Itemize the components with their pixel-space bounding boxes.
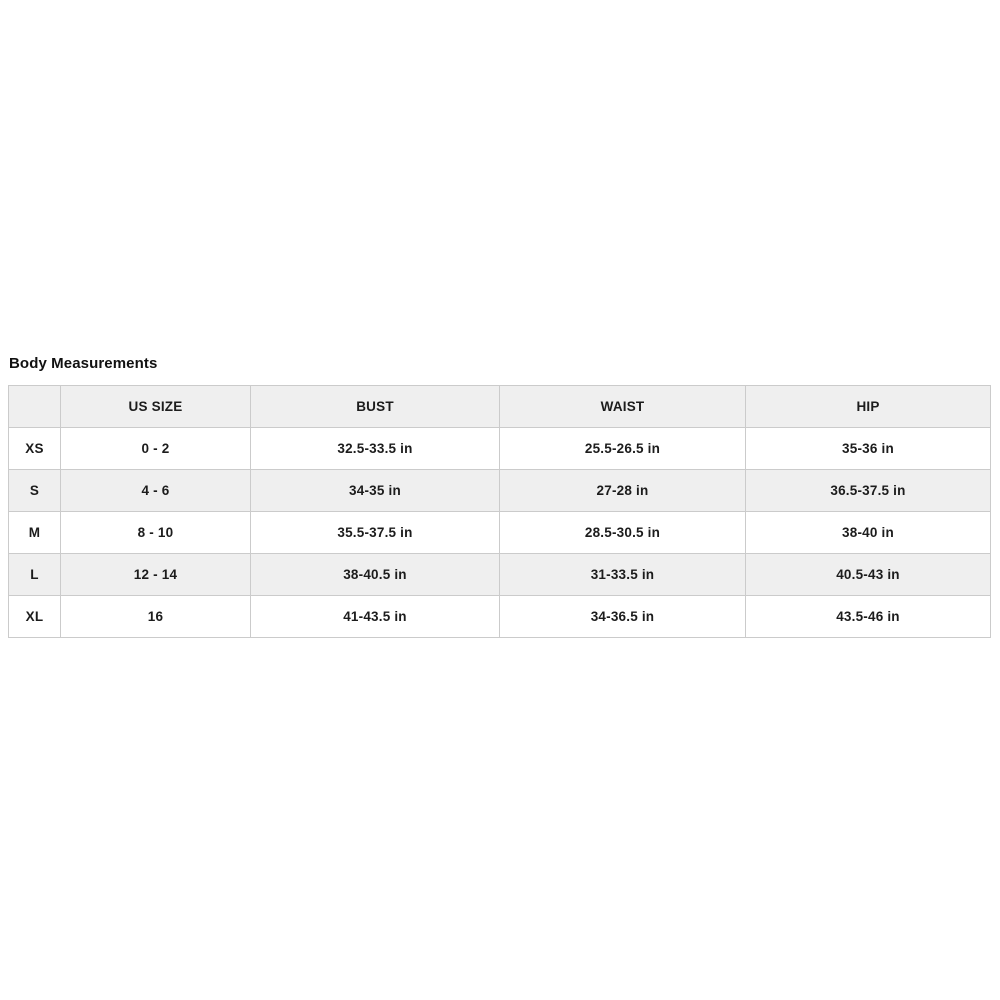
header-cell-blank: [9, 386, 61, 428]
header-cell-us-size: US SIZE: [61, 386, 251, 428]
cell-hip: 36.5-37.5 in: [746, 470, 991, 512]
cell-size-label: M: [9, 512, 61, 554]
cell-us-size: 16: [61, 596, 251, 638]
header-cell-hip: HIP: [746, 386, 991, 428]
cell-bust: 32.5-33.5 in: [251, 428, 500, 470]
cell-us-size: 12 - 14: [61, 554, 251, 596]
cell-bust: 41-43.5 in: [251, 596, 500, 638]
cell-hip: 38-40 in: [746, 512, 991, 554]
table-header-row: [9, 386, 991, 428]
body-measurements-table: [8, 385, 991, 638]
cell-size-label: S: [9, 470, 61, 512]
table-row-xl: [9, 596, 991, 638]
cell-size-label: L: [9, 554, 61, 596]
cell-waist: 25.5-26.5 in: [500, 428, 746, 470]
size-chart-section: [8, 355, 990, 638]
cell-size-label: XL: [9, 596, 61, 638]
cell-us-size: 4 - 6: [61, 470, 251, 512]
table-row-l: [9, 554, 991, 596]
cell-waist: 27-28 in: [500, 470, 746, 512]
cell-size-label: XS: [9, 428, 61, 470]
cell-hip: 35-36 in: [746, 428, 991, 470]
cell-waist: 31-33.5 in: [500, 554, 746, 596]
cell-bust: 38-40.5 in: [251, 554, 500, 596]
header-cell-waist: WAIST: [500, 386, 746, 428]
table-row-s: [9, 470, 991, 512]
cell-waist: 34-36.5 in: [500, 596, 746, 638]
table-row-m: [9, 512, 991, 554]
page-title: Body Measurements: [9, 355, 158, 372]
cell-us-size: 8 - 10: [61, 512, 251, 554]
table-row-xs: [9, 428, 991, 470]
cell-us-size: 0 - 2: [61, 428, 251, 470]
cell-hip: 40.5-43 in: [746, 554, 991, 596]
cell-bust: 35.5-37.5 in: [251, 512, 500, 554]
cell-waist: 28.5-30.5 in: [500, 512, 746, 554]
header-cell-bust: BUST: [251, 386, 500, 428]
cell-hip: 43.5-46 in: [746, 596, 991, 638]
cell-bust: 34-35 in: [251, 470, 500, 512]
